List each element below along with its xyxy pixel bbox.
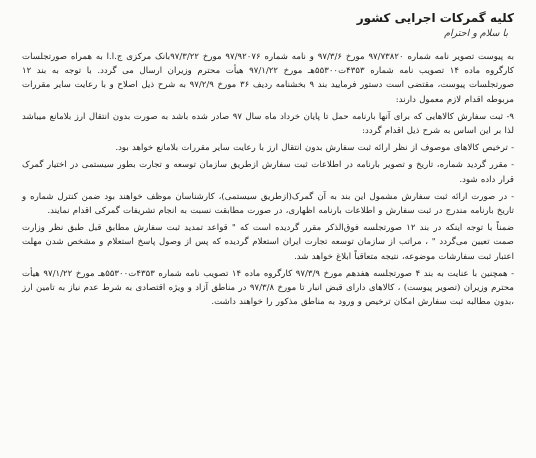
paragraph-item-9-2: - مقرر گردید شماره، تاریخ و تصویر بارنامه در اطلاعات ثبت سفارش ازطریق سازمان توسعه و تجارت بطور سیستمی در اختیار گمرک قرار داده شود. bbox=[22, 160, 514, 185]
paragraph-item-9: ۹- ثبت سفارش کالاهایی که برای آنها بارنامه حمل تا پایان خرداد ماه سال ۹۷ صادر شده باشد به صورت بدون انتقال ارز بلامانع میباشد لذا بر این اساس به شرح ذیل اقدام گردد: bbox=[22, 111, 514, 137]
paragraph-final: - همچنین با عنایت به بند ۴ صورتجلسه هفدهم مورخ ۹۷/۳/۹ کارگروه ماده ۱۴ تصویب نامه شماره ۴۳۵۳ت۵۵۳۰۰هـ مورخ ۹۷/۱/۲۲ هیأت محترم وزیران (تصویر پیوست) ، کالاهای دارای قبض انبار تا مورخ ۹۷/۳/۸ در مناطق آزاد و ویژه اقتصادی به شرط عدم نیاز به تامین ارز ،بدون مطالبه ثبت سفارش امکان ترخیص و ورود به مناطق مذکور را خواهند داشت. bbox=[22, 268, 514, 308]
paragraph-item-9-1: - ترخیص کالاهای موصوف از نظر ارائه ثبت سفارش بدون انتقال ارز با رعایت سایر مقررات بلامانع خواهد بود. bbox=[115, 143, 514, 154]
paragraph-item-9-3: - در صورت ارائه ثبت سفارش مشمول این بند به آن گمرک(ازطریق سیستمی)، کارشناسان موظف خواهند بود ضمن کنترل شماره و تاریخ بارنامه مندرج در ثبت سفارش و اطلاعات بارنامه اظهاری، در صورت مطابقت نسبت به انجام تشریفات گمرکی اقدام نمایند. bbox=[22, 191, 514, 217]
salutation: با سلام و احترام bbox=[444, 28, 508, 39]
paragraph-intro: به پیوست تصویر نامه شماره ۹۷/۷۳۸۲۰ مورخ ۹۷/۳/۶ و نامه شماره ۹۷/۹۲۰۷۶ مورخ ۹۷/۳/۲۲بانک مرکزی ج.ا.ا به همراه صورتجلسات کارگروه ماده ۱۴ تصویب نامه شماره ۴۳۵۳ت۵۵۳۰۰هـ مورخ ۹۷/۱/۲۲ هیأت محترم وزیران ارسال می گردد. با توجه به بند ۱۲ صورتجلسات پیوست، مقتضی است دستور فرمایید بند ۹ بخشنامه ردیف ۳۶ مورخ ۹۷/۲/۹ به شرح ذیل اصلاح و با رعایت سایر مقررات مربوطه اقدام لازم معمول دارند: bbox=[22, 52, 514, 105]
addressee-heading: کلیه گمرکات اجرایی کشور bbox=[356, 11, 514, 25]
paragraph-note: ضمناً با توجه اینکه در بند ۱۲ صورتجلسه فوق‌الذکر مقرر گردیده است که " قواعد تمدید ثبت سفارش مطابق قبل طبق نظر وزارت صمت تعیین می‌گردد " ، مراتب از سازمان توسعه تجارت ایران استعلام گردیده که پس از وصول پاسخ استعلام و مشخص شدن مهلت اعتبار ثبت سفارشات موضوعه، نتیجه متعاقباً ابلاغ خواهد شد. bbox=[22, 223, 514, 262]
